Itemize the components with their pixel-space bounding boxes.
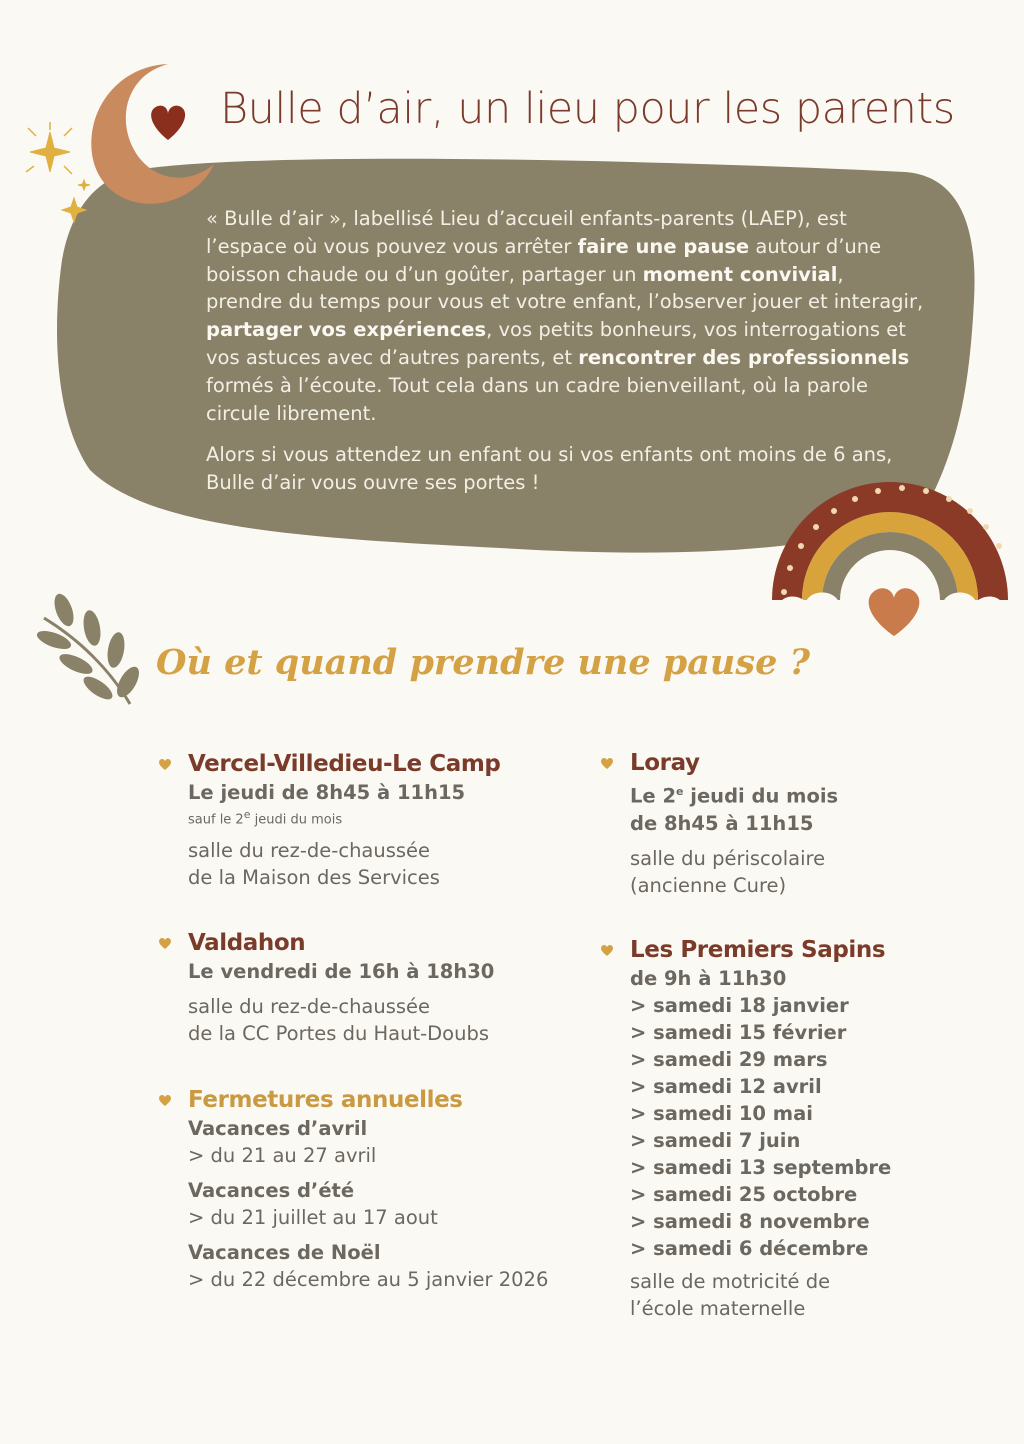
intro-text — [206, 205, 926, 511]
closure-label: Vacances d’avril — [188, 1117, 368, 1141]
schedule-line-1: Le 2e jeudi du mois — [630, 784, 839, 808]
moon-heart-icon — [91, 64, 214, 204]
venue-line-1: salle du rez-de-chaussée — [188, 995, 431, 1019]
schedule-note: sauf le 2e jeudi du mois — [188, 808, 343, 828]
venue-line-2: de la CC Portes du Haut-Doubs — [188, 1022, 490, 1046]
closure-label: Vacances d’été — [188, 1179, 355, 1203]
left-column — [158, 749, 548, 1293]
session-date: > samedi 7 juin — [630, 1128, 801, 1152]
venue-line-1: salle de motricité de — [630, 1269, 831, 1293]
heart-bullet-icon — [600, 943, 614, 957]
heart-bullet-icon — [158, 1093, 172, 1107]
intro-highlight: moment convivial — [642, 262, 838, 286]
schedule-line-2: de 8h45 à 11h15 — [630, 811, 814, 835]
closure-dates: > du 21 juillet au 17 aout — [188, 1206, 438, 1230]
intro-run: « Bulle d’air », labellisé Lieu d’accueil enfants-parents (LAEP), est l’espace où vous pouvez vous arrêter — [206, 207, 847, 258]
closure-dates: > du 22 décembre au 5 janvier 2026 — [188, 1268, 549, 1292]
session-date: > samedi 18 janvier — [630, 993, 849, 1017]
session-date: > samedi 8 novembre — [630, 1209, 870, 1233]
session-date: > samedi 12 avril — [630, 1074, 822, 1098]
session-dates — [630, 992, 891, 1262]
heart-bullet-icon — [600, 756, 614, 770]
closure-dates: > du 21 au 27 avril — [188, 1144, 377, 1168]
intro-highlight: partager vos expériences — [206, 318, 487, 342]
location-name: Valdahon — [188, 930, 306, 957]
heart-bullet-icon — [158, 757, 172, 771]
star-icon — [26, 122, 90, 222]
session-date: > samedi 15 février — [630, 1020, 847, 1044]
intro-highlight: rencontrer des professionnels — [578, 345, 910, 369]
intro-run: formés à l’écoute. Tout cela dans un cadre bienveillant, où la parole circule librement. — [206, 373, 869, 425]
schedule: de 9h à 11h30 — [630, 966, 787, 990]
location-name: Loray — [630, 750, 700, 776]
location-name: Les Premiers Sapins — [630, 936, 886, 963]
closure-label: Vacances de Noël — [188, 1241, 381, 1265]
venue-line-2: (ancienne Cure) — [630, 873, 787, 897]
intro-paragraph-2: Alors si vous attendez un enfant ou si vos enfants ont moins de 6 ans, Bulle d’air vous ouvre ses portes ! — [206, 443, 893, 495]
session-date: > samedi 13 septembre — [630, 1155, 892, 1179]
venue-line-1: salle du périscolaire — [630, 846, 826, 870]
intro-paragraph-1 — [206, 205, 926, 427]
venue-line-2: l’école maternelle — [630, 1296, 806, 1320]
closures-heading: Fermetures annuelles — [188, 1087, 463, 1114]
intro-run: autour d’une boisson chaude ou d’un goûter, partager un — [206, 234, 882, 286]
location-loray — [600, 748, 891, 899]
session-date: > samedi 29 mars — [630, 1047, 828, 1071]
intro-highlight: faire une pause — [577, 234, 750, 258]
location-premiers-sapins — [600, 935, 891, 1322]
venue-line-2: de la Maison des Services — [188, 866, 440, 890]
location-valdahon — [158, 928, 548, 1047]
venue-line-1: salle du rez-de-chaussée — [188, 839, 431, 863]
right-column — [600, 748, 891, 1322]
schedule: Le jeudi de 8h45 à 11h15 — [188, 781, 466, 804]
session-date: > samedi 6 décembre — [630, 1236, 869, 1260]
intro-run: , prendre du temps pour vous et votre enfant, l’observer jouer et interagir, — [206, 262, 924, 314]
page-title: Bulle d’air, un lieu pour les parents — [220, 84, 955, 134]
section-subtitle: Où et quand prendre une pause ? — [156, 642, 811, 683]
session-date: > samedi 10 mai — [630, 1101, 813, 1125]
leaf-branch-icon — [35, 591, 144, 704]
session-date: > samedi 25 octobre — [630, 1182, 858, 1206]
schedule: Le vendredi de 16h à 18h30 — [188, 960, 495, 984]
annual-closures — [158, 1085, 548, 1293]
location-vercel — [158, 749, 548, 891]
location-name: Vercel-Villedieu-Le Camp — [188, 751, 501, 777]
heart-bullet-icon — [158, 936, 172, 950]
intro-run: , vos petits bonheurs, vos interrogations et vos astuces avec d’autres parents, et — [206, 318, 906, 369]
